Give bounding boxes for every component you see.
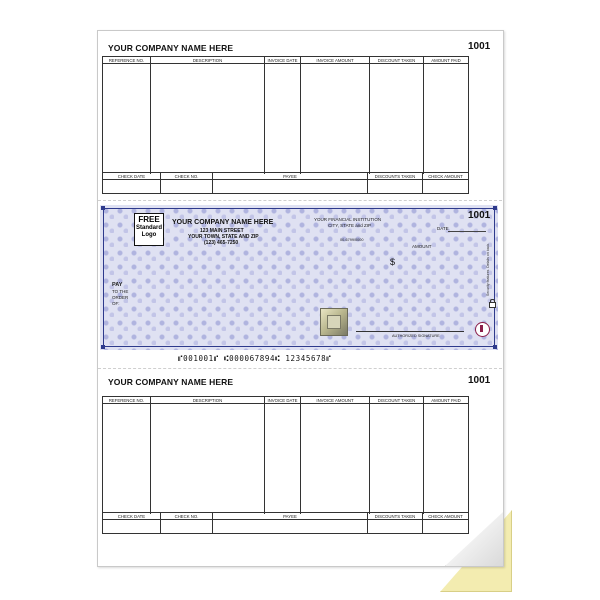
- column-header-reference-no: REFERENCE NO.: [103, 57, 151, 64]
- logo-free-text: FREE: [138, 215, 160, 224]
- logo-placeholder: [134, 213, 164, 246]
- logo-logo-text: Logo: [141, 232, 157, 238]
- bank-name: YOUR FINANCIAL INSTITUTION: [314, 217, 382, 222]
- column-header-invoice-date: INVOICE DATE: [265, 397, 301, 404]
- bank-city: CITY, STATE and ZIP: [328, 223, 372, 228]
- signature-line: [356, 331, 464, 332]
- logo-standard-text: Standard: [135, 225, 162, 231]
- column-header-check-no: CHECK NO.: [161, 173, 213, 180]
- column-header-description: DESCRIPTION: [151, 397, 265, 404]
- column-header-amount-paid: AMOUNT PAID: [424, 57, 469, 64]
- pay-label: PAY: [112, 282, 123, 288]
- amount-label: AMOUNT: [412, 244, 432, 249]
- column-header-payee: PAYEE: [213, 513, 368, 520]
- perforation-line: [98, 200, 502, 201]
- bottom-stub-check-number: 1001: [468, 375, 491, 386]
- check-city: YOUR TOWN, STATE AND ZIP: [188, 234, 259, 240]
- bottom-stub-check-summary: [102, 512, 469, 534]
- column-header-check-amount: CHECK AMOUNT: [423, 173, 469, 180]
- column-header-check-no: CHECK NO.: [161, 513, 213, 520]
- column-header-reference-no: REFERENCE NO.: [103, 397, 151, 404]
- date-label: DATE: [437, 226, 449, 231]
- security-features-note: Security features. Details on back.: [486, 242, 490, 296]
- authorized-signature-label: AUTHORIZED SIGNATURE: [392, 334, 440, 338]
- top-stub-invoice-table: [102, 56, 469, 174]
- column-header-amount-paid: AMOUNT PAID: [424, 397, 469, 404]
- column-header-payee: PAYEE: [213, 173, 368, 180]
- column-header-discounts-taken: DISCOUNTS TAKEN: [368, 513, 423, 520]
- corner-mark: [493, 206, 497, 210]
- column-header-check-date: CHECK DATE: [103, 513, 161, 520]
- column-header-check-date: CHECK DATE: [103, 173, 161, 180]
- check-street: 123 MAIN STREET: [200, 228, 244, 234]
- column-header-discounts-taken: DISCOUNTS TAKEN: [368, 173, 423, 180]
- corner-mark: [493, 345, 497, 349]
- corner-mark: [101, 206, 105, 210]
- security-vault-icon: [320, 308, 348, 336]
- dollar-sign: $: [390, 257, 396, 267]
- column-header-description: DESCRIPTION: [151, 57, 265, 64]
- top-stub-company-name: YOUR COMPANY NAME HERE: [108, 43, 234, 53]
- check-company-name: YOUR COMPANY NAME HERE: [172, 219, 274, 226]
- date-line: [448, 231, 486, 232]
- column-header-discount-taken: DISCOUNT TAKEN: [370, 57, 424, 64]
- perforation-line: [98, 368, 502, 369]
- corner-mark: [101, 345, 105, 349]
- column-header-discount-taken: DISCOUNT TAKEN: [370, 397, 424, 404]
- to-the-order-of-label: TO THE ORDER OF:: [112, 289, 129, 306]
- column-header-invoice-amount: INVOICE AMOUNT: [301, 397, 370, 404]
- check-number: 1001: [468, 210, 491, 221]
- micr-line: ⑈001001⑈ ⑆000067894⑆ 12345678⑈: [178, 354, 332, 363]
- column-header-invoice-amount: INVOICE AMOUNT: [301, 57, 370, 64]
- column-header-invoice-date: INVOICE DATE: [265, 57, 301, 64]
- column-header-check-amount: CHECK AMOUNT: [423, 513, 469, 520]
- bottom-stub-invoice-table: [102, 396, 469, 514]
- top-stub-check-number: 1001: [468, 41, 491, 52]
- top-stub-check-summary: [102, 172, 469, 194]
- routing-fraction: 00-6799/0000: [340, 238, 364, 242]
- padlock-icon: [489, 302, 496, 308]
- check-phone: (123) 465-7250: [204, 240, 239, 246]
- security-seal-icon: [475, 322, 490, 337]
- bottom-stub-company-name: YOUR COMPANY NAME HERE: [108, 377, 234, 387]
